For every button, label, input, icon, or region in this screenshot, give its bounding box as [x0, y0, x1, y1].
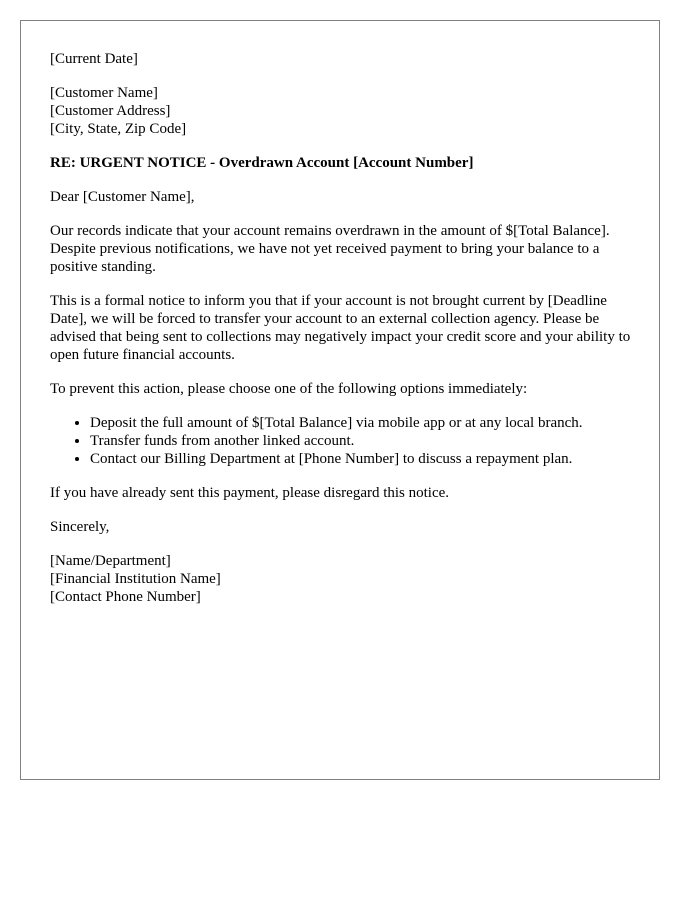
options-list: [50, 414, 640, 468]
option-item-contact: • Contact our Billing Department at [Phone Number] to discuss a repayment plan.: [90, 450, 640, 468]
signature-block: [50, 552, 640, 606]
paragraph-balance: Our records indicate that your account remains overdrawn in the amount of $[Total Balance]. Despite previous notifications, we have not yet received payment to bring your balance to a positive standing.: [50, 223, 610, 275]
recipient-city-state-zip: [City, State, Zip Code]: [50, 121, 187, 137]
signature-phone: [Contact Phone Number]: [50, 589, 201, 605]
letter-body: [50, 50, 640, 622]
paragraph-collection-warning: This is a formal notice to inform you that if your account is not brought current by [Deadline Date], we will be forced to transfer your account to an external collection agency. Please be advised that being sent to collections may negatively impact your credit score and your ability to open future financial accounts.: [50, 293, 631, 363]
closing-note: If you have already sent this payment, please disregard this notice.: [50, 485, 450, 501]
recipient-address-block: [50, 84, 640, 138]
letter-date: [Current Date]: [50, 51, 138, 67]
recipient-address: [Customer Address]: [50, 103, 171, 119]
signature-institution: [Financial Institution Name]: [50, 571, 221, 587]
signature-name-department: [Name/Department]: [50, 553, 171, 569]
recipient-name: [Customer Name]: [50, 85, 158, 101]
subject-line: RE: URGENT NOTICE - Overdrawn Account [Account Number]: [50, 155, 474, 171]
option-item-transfer: • Transfer funds from another linked account.: [90, 432, 640, 450]
letter-page: [20, 20, 660, 780]
option-item-deposit: • Deposit the full amount of $[Total Balance] via mobile app or at any local branch.: [90, 414, 640, 432]
salutation: Dear [Customer Name],: [50, 189, 195, 205]
closing: Sincerely,: [50, 519, 110, 535]
paragraph-options-intro: To prevent this action, please choose one of the following options immediately:: [50, 381, 528, 397]
